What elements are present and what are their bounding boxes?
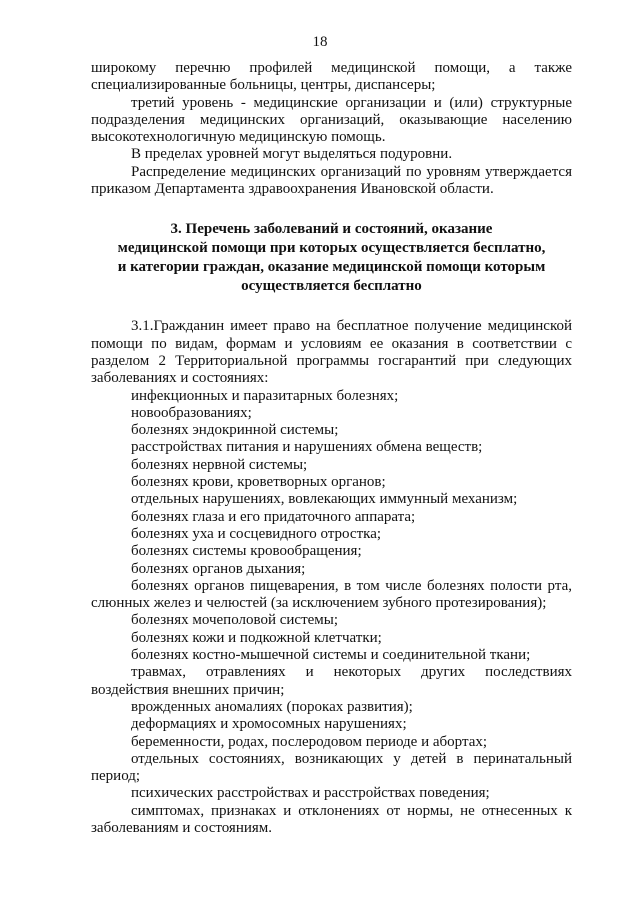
list-item: болезнях органов пищеварения, в том числе болезнях полости рта, слюнных желез и челюстей (за исключением зубного протезирования);	[91, 577, 572, 612]
list-item: беременности, родах, послеродовом периоде и абортах;	[131, 733, 488, 750]
list-item: психических расстройствах и расстройствах поведения;	[131, 785, 490, 802]
list-item: болезнях глаза и его придаточного аппарата;	[131, 508, 416, 525]
disease-list	[91, 388, 572, 838]
list-item: расстройствах питания и нарушениях обмена веществ;	[131, 439, 483, 456]
list-item: болезнях крови, кроветворных органов;	[131, 474, 386, 491]
list-item: болезнях эндокринной системы;	[131, 422, 339, 439]
document-body	[91, 60, 572, 837]
section-title	[91, 220, 572, 296]
list-item: новообразованиях;	[131, 404, 252, 421]
section-lead-paragraph: 3.1.Гражданин имеет право на бесплатное получение медицинской помощи по видам, формам и условиям ее оказания в соответствии с разделом 2 Территориальной программы госгарантий при следующих заболеваниях и состояниях:	[91, 318, 572, 387]
list-item: врожденных аномалиях (пороках развития);	[131, 698, 413, 715]
list-item: отдельных нарушениях, вовлекающих иммунный механизм;	[131, 491, 518, 508]
list-item: отдельных состояниях, возникающих у детей в перинатальный период;	[91, 750, 572, 785]
paragraph: широкому перечню профилей медицинской помощи, а также специализированные больницы, центры, диспансеры;	[91, 60, 572, 94]
section-title-line: 3. Перечень заболеваний и состояний, оказание	[170, 221, 493, 238]
list-item: травмах, отравлениях и некоторых других последствиях воздействия внешних причин;	[91, 664, 572, 698]
list-item: симптомах, признаках и отклонениях от нормы, не отнесенных к заболеваниям и состояниям.	[91, 802, 572, 836]
paragraph: В пределах уровней могут выделяться подуровни.	[131, 146, 453, 163]
list-item: деформациях и хромосомных нарушениях;	[131, 716, 407, 733]
page-number: 18	[312, 34, 328, 50]
list-item: инфекционных и паразитарных болезнях;	[131, 387, 399, 404]
list-item: болезнях костно-мышечной системы и соединительной ткани;	[131, 647, 531, 664]
list-item: болезнях уха и сосцевидного отростка;	[131, 525, 382, 542]
list-item: болезнях кожи и подкожной клетчатки;	[131, 629, 382, 646]
section-title-line: медицинской помощи при которых осуществляется бесплатно,	[117, 240, 546, 257]
list-item: болезнях нервной системы;	[131, 456, 308, 473]
list-item: болезнях системы кровообращения;	[131, 543, 362, 560]
paragraph: третий уровень - медицинские организации и (или) структурные подразделения медицинских организаций, оказывающие населению высокотехнологичную медицинскую помощь.	[91, 94, 572, 146]
paragraph: Распределение медицинских организаций по уровням утверждается приказом Департамента здравоохранения Ивановской области.	[91, 163, 572, 198]
section-title-line: и категории граждан, оказание медицинской помощи которым	[117, 259, 546, 276]
list-item: болезнях органов дыхания;	[131, 560, 306, 577]
section-title-line: осуществляется бесплатно	[241, 278, 422, 295]
list-item: болезнях мочеполовой системы;	[131, 612, 339, 629]
